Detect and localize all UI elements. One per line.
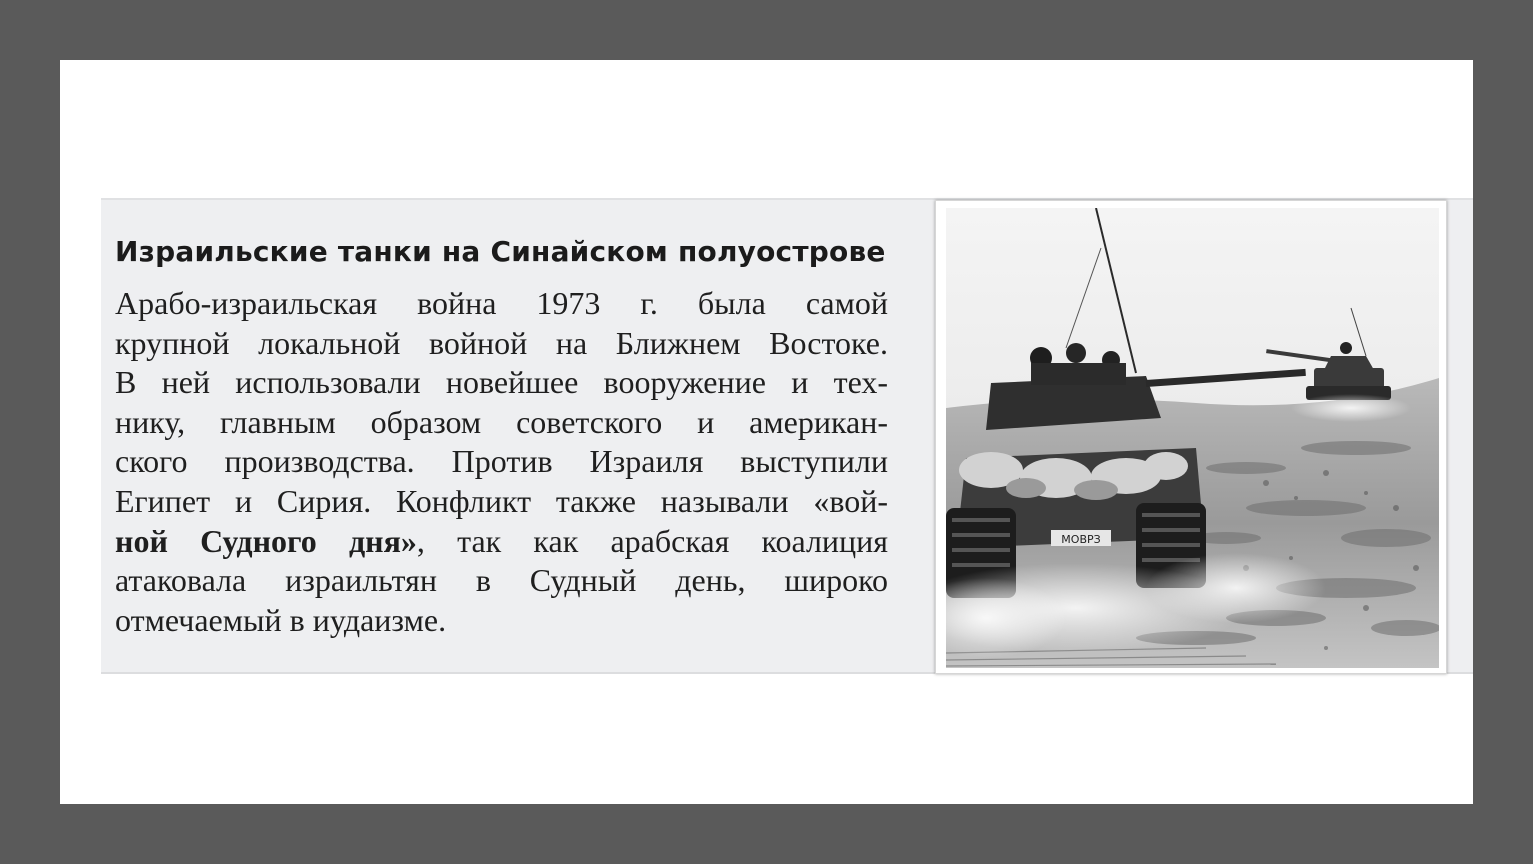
photo-frame [935,200,1447,674]
paragraph-line: крупной локальной войной на Ближнем Востоке. [115,324,888,361]
paragraph-line: нику, главным образом советского и американ- [115,403,888,440]
tanks-photo [946,208,1439,668]
paragraph-line: ского производства. Против Израиля выступили [115,443,888,480]
paragraph-line: отмечаемый в иудаизме. [115,601,447,638]
paragraph-line [115,482,888,522]
tanks-photo-illustration [946,208,1439,668]
paragraph-line [115,522,888,562]
paragraph-line: атаковала израильтян в Судный день, широко [115,562,888,599]
paragraph-line: В ней использовали новейшее вооружение и тех- [115,364,888,401]
slide [60,60,1473,804]
info-heading: Израильские танки на Синайском полуострове [115,235,886,268]
bold-term: ной Судного дня» [115,522,417,559]
info-box [101,198,1473,674]
paragraph-line: Арабо-израильская война 1973 г. была самой [115,285,888,321]
paragraph-text: Египет и Сирия. Конфликт также называли «вой- [115,482,888,519]
tank-plate: МОВРЗ [1061,533,1101,546]
info-text [115,232,888,640]
paragraph-text: , так как арабская коалиция [416,522,889,559]
info-paragraph [115,284,888,640]
